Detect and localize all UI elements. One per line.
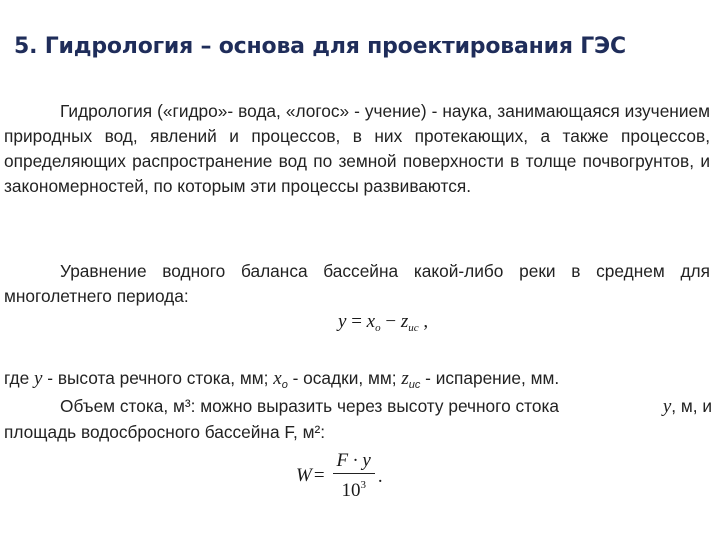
page-title: 5. Гидрология – основа для проектирования ГЭС [14, 34, 626, 59]
formula2-den-base: 10 [341, 480, 361, 501]
formula2-equals: = [313, 465, 325, 486]
runoff-volume-formula [296, 450, 383, 502]
formula-comma: , [418, 311, 429, 332]
formula-z: z [400, 311, 409, 332]
formula2-period: . [377, 466, 383, 487]
basin-area-line: площадь водосбросного бассейна F, м²: [4, 422, 326, 442]
runoff-volume-line [60, 394, 712, 419]
formula-x-subscript: o [375, 322, 381, 334]
runoff-y-symbol: y [662, 396, 672, 417]
formula-minus: − [380, 311, 401, 332]
hydrology-definition-paragraph: Гидрология («гидро»- вода, «логос» - учение) - наука, занимающаяся изучением природных вод, явлений и процессов, в них протекающих, а также процессов, определяющих распространение вод по земной поверхности в толще почвогрунтов, и закономерностей, по которым эти процессы развиваются. [4, 101, 710, 196]
legend-x-subscript: o [281, 379, 288, 391]
water-balance-formula [338, 311, 428, 334]
formula-y: y [338, 311, 347, 332]
formula-x: x [366, 311, 376, 332]
water-balance-intro-paragraph: Уравнение водного баланса бассейна какой-либо реки в среднем для многолетнего периода: [4, 261, 710, 306]
legend-z-subscript: ис [408, 379, 421, 391]
runoff-volume-text: Объем стока, м³: можно выразить через высоту речного стока [60, 396, 560, 416]
legend-y-symbol: y [34, 368, 43, 389]
runoff-units-text: , м, и [671, 396, 712, 416]
formula-z-subscript: ис [408, 322, 419, 334]
formula2-numerator: F · y [333, 450, 375, 474]
legend-z-description: - испарение, мм. [420, 368, 560, 388]
formula2-denominator [341, 474, 366, 502]
legend-where: где [4, 368, 35, 388]
formula2-den-exponent: 3 [360, 479, 366, 491]
legend-x-symbol: x [273, 368, 282, 389]
legend-y-description: - высота речного стока, мм; [42, 368, 274, 388]
formula2-fraction [333, 450, 375, 502]
legend-z-symbol: z [401, 368, 409, 389]
formula-W: W [296, 465, 312, 486]
legend-x-description: - осадки, мм; [287, 368, 402, 388]
formula-equals: = [346, 311, 367, 332]
